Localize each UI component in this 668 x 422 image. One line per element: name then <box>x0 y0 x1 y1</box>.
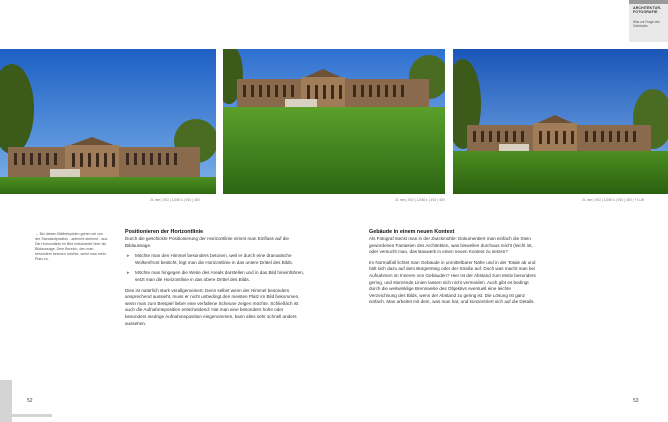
page-number-right: 53 <box>633 398 639 404</box>
page-corner-rule <box>12 414 52 417</box>
photo-caption: 21 mm | ISO | 1/250 s | f/10 | 400 <box>395 198 445 202</box>
left-text-column <box>125 229 305 327</box>
margin-note: ← Bei diesen Bildbeispielen gehen wir von der Standardposition - aufrecht stehend - aus. Die Horizontlinie im Bild entscheidet über die Bildaussage. Dem Bereich, den man besonders betonen möchte, weist man mehr Platz zu. <box>35 232 109 261</box>
photo-horizon-lower-third <box>0 49 216 194</box>
bullet-arrow-icon: ► <box>126 253 131 259</box>
chapter-tab <box>629 0 668 42</box>
chapter-tab-stripe <box>629 0 668 4</box>
photo-horizon-centered <box>453 49 668 194</box>
list-item-text: Möchte man hingegen die Weite des Areals darstellen und in das Bild hineinführen, setzt man die Horizontlinie in das obere Drittel des Bilds. <box>135 270 304 282</box>
page-corner-marker <box>0 380 12 422</box>
chapter-tab-subtitle: Was zur Frage des Gebäudes <box>633 20 660 28</box>
photo-horizon-upper-third <box>223 49 445 194</box>
list-item-text: Möchte man den Himmel besonders betonen, weil er durch eine dramatische Wolkenfront besticht, legt man die Horizontlinie in das untere Drittel des Bilds. <box>135 253 293 265</box>
body-paragraph: Dies ist natürlich stark verallgemeinert. Denn selbst wenn der Himmel besonders ansprechend aussieht, muss er nicht unbedingt den meisten Platz im Bild bekommen, wenn man zum Beispiel lieber eine verfallene Scheune zeigen möchte. Schließlich ist auch die Aufnahmeposition entscheidend: Hat man eine besonders hohe oder besonders niedrige Aufnahmeposition eingenommen, kann alles sehr schnell anders aussehen. <box>125 287 300 326</box>
photo-caption: 21 mm | ISO | 1/250 s | f/10 | 400 | +1 LW <box>582 198 645 202</box>
right-text-column <box>369 229 539 306</box>
page-number-left: 52 <box>27 398 33 404</box>
list-item <box>125 253 305 266</box>
body-paragraph: Im Normalfall lichtet man Gebäude in unmittelbarer Nähe und in der Totale ab und hält sich dazu auf dem Bürgersteig oder der Straße auf. Doch was macht man bei Aufnahmen im Inneren von Gebäuden? Hier ist der Abstand zum Motiv besonders gering, und stürzende Linien lassen sich nicht vermeiden. Auch gibt es bedingt durch die weitwinklige Brennweite des Objektivs eventuell eine leichte Verzeichnung des Bilds, wenn der Abstand zu gering ist. Die Lösung ist ganz einfach. Man arbeitet mit dem, was man hat, und konzentriert sich auf die Details. <box>369 259 536 305</box>
body-paragraph: Durch die geschickte Positionierung der Horizontlinie nimmt man Einfluss auf die Bildaussage. <box>125 236 289 248</box>
photo-caption: 21 mm | ISO | 1/250 s | f/10 | 400 <box>150 198 200 202</box>
bullet-arrow-icon: ► <box>126 270 131 276</box>
body-paragraph: Als Fotograf steckt man in der Zwickmühle: Dokumentiert man einfach die Stein gewordenen Fantasien des Architekten, was bisweilen durchaus reicht (leicht ist, oder versucht man, das Bauwerk in einen neuen Kontext zu setzen? <box>369 236 533 255</box>
chapter-tab-title: ARCHITEKTUR-FOTOGRAFIE <box>633 6 662 14</box>
list-item <box>125 270 305 283</box>
section-heading: Gebäude in einem neuen Kontext <box>369 229 455 235</box>
section-heading: Positionieren der Horizontlinie <box>125 229 204 235</box>
